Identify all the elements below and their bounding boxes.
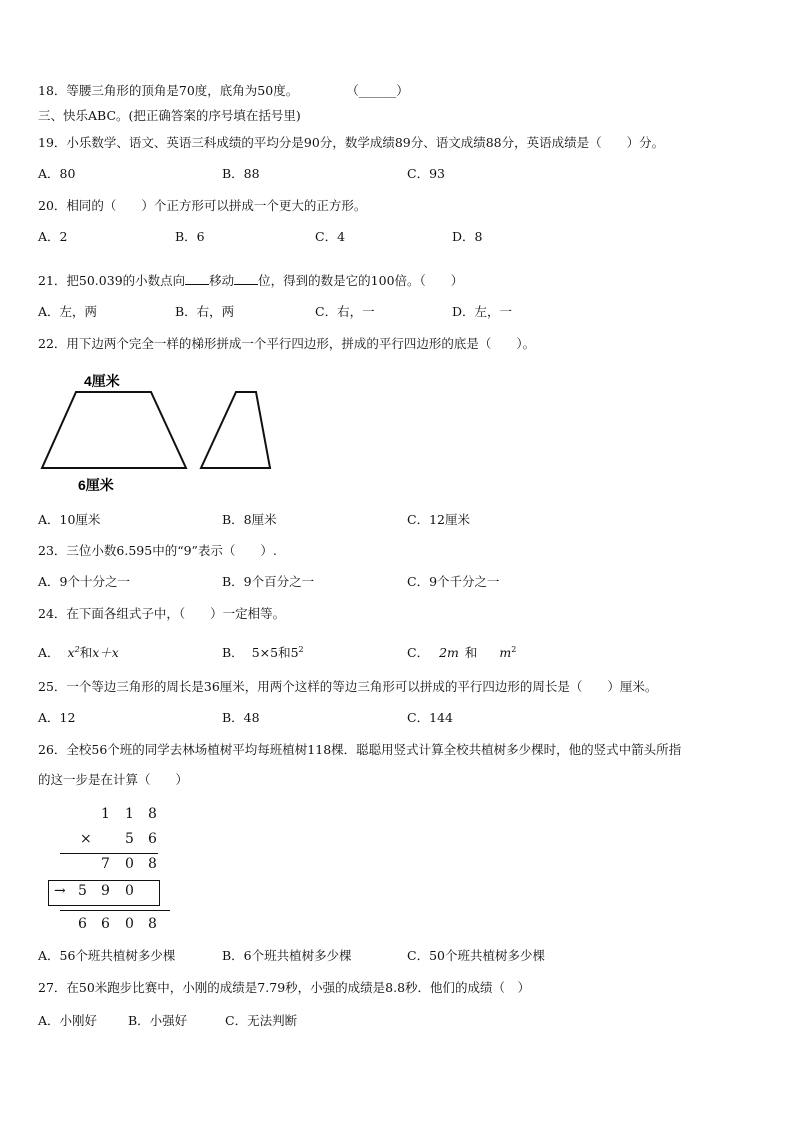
answer-blank[interactable] [234, 273, 258, 285]
digit: 6 [148, 831, 157, 847]
option-c[interactable]: C．4 [315, 229, 346, 244]
option-b[interactable]: B．8厘米 [222, 512, 277, 527]
vertical-multiplication [40, 800, 180, 940]
digit: 8 [148, 856, 157, 872]
question-21-text-a: 21．把50.039的小数点向 [38, 273, 186, 288]
option-a[interactable]: A．56个班共植树多少棵 [38, 948, 176, 963]
option-b[interactable]: B．小强好 [128, 1013, 188, 1028]
option-b[interactable]: B．6个班共植树多少棵 [222, 948, 352, 963]
option-c[interactable]: C．右，一 [315, 304, 375, 319]
question-25-text: 25．一个等边三角形的周长是36厘米，用两个这样的等边三角形可以拼成的平行四边形的周长是（ ）厘米。 [38, 679, 658, 694]
multiply-sign: × [80, 831, 92, 847]
question-22-text: 22．用下边两个完全一样的梯形拼成一个平行四边形，拼成的平行四边形的底是（ ）。 [38, 336, 536, 351]
option-a[interactable]: A．10厘米 [38, 512, 101, 527]
option-c[interactable]: C．12厘米 [407, 512, 470, 527]
digit: 8 [148, 916, 157, 932]
question-19-text: 19．小乐数学、语文、英语三科成绩的平均分是90分，数学成绩89分、语文成绩88分，英语成绩是（ ）分。 [38, 135, 665, 150]
trapezoid-figure [38, 366, 278, 498]
option-c[interactable]: C．93 [407, 166, 445, 181]
digit: 9 [101, 883, 110, 899]
option-b[interactable]: B．9个百分之一 [222, 574, 315, 589]
digit: 5 [125, 831, 134, 847]
option-b[interactable]: B．右，两 [175, 304, 235, 319]
digit: 0 [125, 916, 134, 932]
question-18 [38, 83, 409, 99]
question-26-text-line1: 26．全校56个班的同学去林场植树平均每班植树118棵．聪聪用竖式计算全校共植树多少棵时，他的竖式中箭头所指 [38, 742, 682, 757]
option-a[interactable]: A．12 [38, 710, 76, 725]
digit: 8 [148, 806, 157, 822]
answer-blank[interactable] [185, 273, 209, 285]
option-a[interactable]: A．80 [38, 166, 76, 181]
digit: 1 [125, 806, 134, 822]
question-21-text-c: 位，得到的数是它的100倍。（ ） [258, 273, 464, 288]
question-23-text: 23．三位小数6.595中的“9”表示（ ）. [38, 543, 277, 558]
question-20-text: 20．相同的（ ）个正方形可以拼成一个更大的正方形。 [38, 198, 367, 213]
option-a[interactable]: A．小刚好 [38, 1013, 98, 1028]
option-b[interactable]: B．88 [222, 166, 260, 181]
divider-line [60, 853, 158, 854]
trapezoid-right [201, 392, 270, 468]
option-c[interactable]: C．9个千分之一 [407, 574, 500, 589]
option-c[interactable]: C． 2m 和 $m^2$ [407, 645, 517, 661]
option-b[interactable]: B．6 [175, 229, 205, 244]
question-27-text: 27．在50米跑步比赛中，小刚的成绩是7.79秒，小强的成绩是8.8秒．他们的成绩（ ） [38, 980, 531, 995]
question-21-text-b: 移动 [209, 273, 235, 288]
answer-blank[interactable]: （______） [346, 83, 409, 98]
digit: 7 [101, 856, 110, 872]
option-d[interactable]: D．左，一 [452, 304, 513, 319]
option-c[interactable]: C．144 [407, 710, 453, 725]
digit: 5 [78, 883, 87, 899]
digit: 0 [125, 883, 134, 899]
option-b[interactable]: B． 5×5和$5^2$ [222, 645, 304, 661]
option-a[interactable]: A．2 [38, 229, 68, 244]
top-length-label: 4厘米 [84, 373, 120, 389]
digit: 6 [78, 916, 87, 932]
digit: 0 [125, 856, 134, 872]
bottom-length-label: 6厘米 [78, 477, 114, 493]
section-heading: 三、快乐ABC。(把正确答案的序号填在括号里) [38, 108, 301, 123]
option-c[interactable]: C．无法判断 [225, 1013, 298, 1028]
question-21 [38, 273, 463, 289]
option-b[interactable]: B．48 [222, 710, 260, 725]
divider-line [60, 910, 170, 911]
digit: 6 [101, 916, 110, 932]
question-26-text-line2: 的这一步是在计算（ ） [38, 772, 189, 787]
question-18-text: 18．等腰三角形的顶角是70度，底角为50度。 [38, 83, 299, 98]
trapezoid-left [42, 392, 186, 468]
option-a[interactable]: A．9个十分之一 [38, 574, 130, 589]
option-a[interactable]: A．左，两 [38, 304, 98, 319]
option-c[interactable]: C．50个班共植树多少棵 [407, 948, 545, 963]
option-a[interactable]: A． $x^2$和x＋x [38, 645, 119, 661]
digit: 1 [101, 806, 110, 822]
question-24-text: 24．在下面各组式子中，（ ）一定相等。 [38, 606, 286, 621]
option-d[interactable]: D．8 [452, 229, 483, 244]
arrow-icon: → [54, 883, 66, 899]
